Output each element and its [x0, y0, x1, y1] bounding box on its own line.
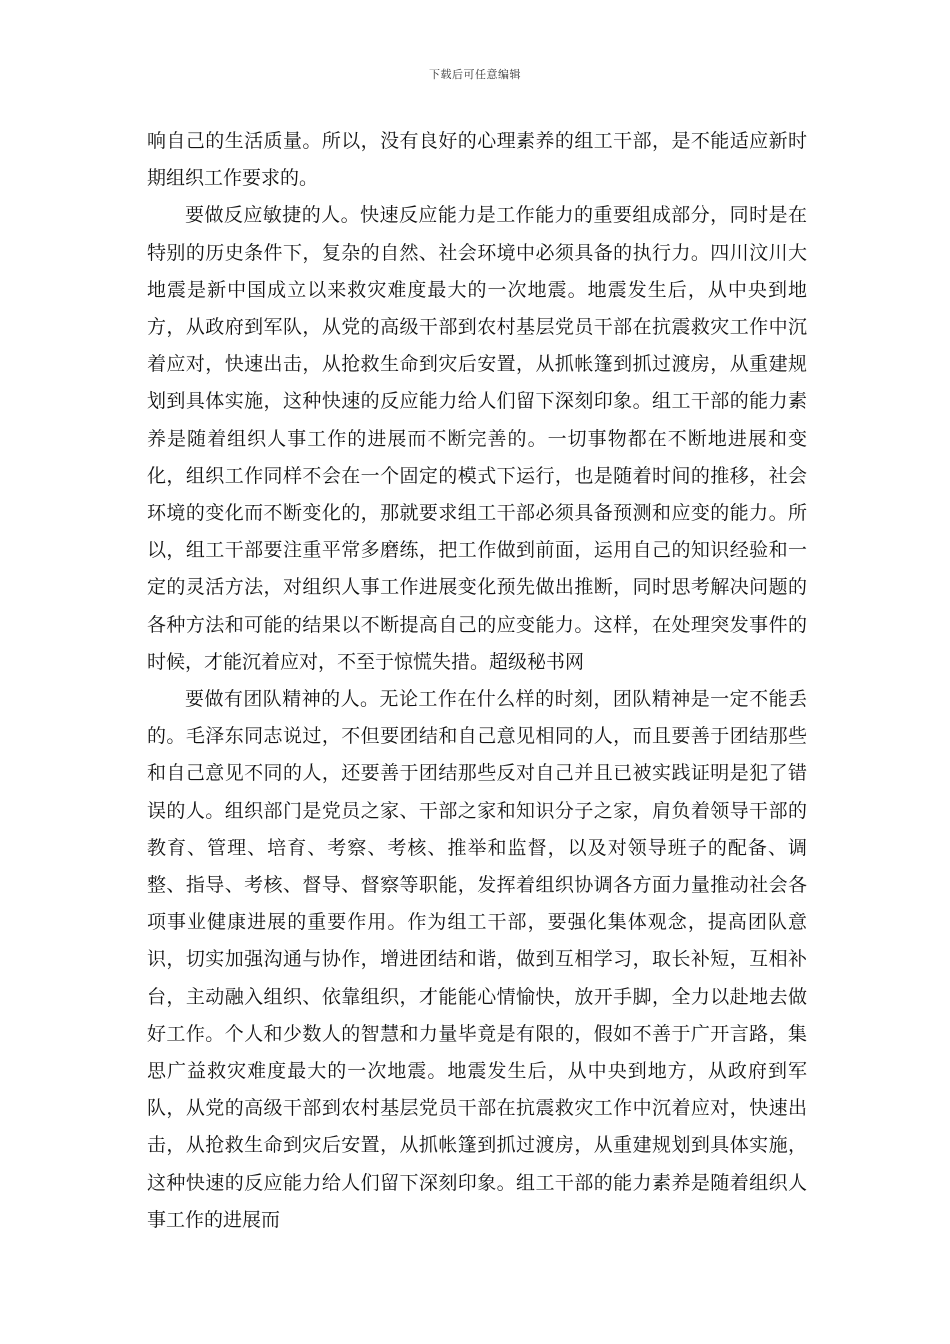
header-note: 下载后可任意编辑	[429, 68, 521, 81]
paragraph-1: 响自己的生活质量。所以，没有良好的心理素养的组工干部，是不能适应新时期组织工作要求的。	[147, 130, 807, 190]
body-text	[147, 123, 807, 1239]
paragraph-2: 要做反应敏捷的人。快速反应能力是工作能力的重要组成部分，同时是在特别的历史条件下，复杂的自然、社会环境中必须具备的执行力。四川汶川大地震是新中国成立以来救灾难度最大的一次地震。地震发生后，从中央到地方，从政府到军队，从党的高级干部到农村基层党员干部在抗震救灾工作中沉着应对，快速出击，从抢救生命到灾后安置，从抓帐篷到抓过渡房，从重建规划到具体实施，这种快速的反应能力给人们留下深刻印象。组工干部的能力素养是随着组织人事工作的进展而不断完善的。一切事物都在不断地进展和变化，组织工作同样不会在一个固定的模式下运行，也是随着时间的推移，社会环境的变化而不断变化的，那就要求组工干部必须具备预测和应变的能力。所以，组工干部要注重平常多磨练，把工作做到前面，运用自己的知识经验和一定的灵活方法，对组织人事工作进展变化预先做出推断，同时思考解决问题的各种方法和可能的结果以不断提高自己的应变能力。这样，在处理突发事件的时候，才能沉着应对，不至于惊慌失措。超级秘书网	[147, 204, 807, 673]
paragraph-3: 要做有团队精神的人。无论工作在什么样的时刻，团队精神是一定不能丢的。毛泽东同志说过，不但要团结和自己意见相同的人，而且要善于团结那些和自己意见不同的人，还要善于团结那些反对自己并且已被实践证明是犯了错误的人。组织部门是党员之家、干部之家和知识分子之家，肩负着领导干部的教育、管理、培育、考察、考核、推举和监督，以及对领导班子的配备、调整、指导、考核、督导、督察等职能，发挥着组织协调各方面力量推动社会各项事业健康进展的重要作用。作为组工干部，要强化集体观念，提高团队意识，切实加强沟通与协作，增进团结和谐，做到互相学习，取长补短，互相补台，主动融入组织、依靠组织，才能能心情愉快，放开手脚，全力以赴地去做好工作。个人和少数人的智慧和力量毕竟是有限的，假如不善于广开言路，集思广益救灾难度最大的一次地震。地震发生后，从中央到地方，从政府到军队，从党的高级干部到农村基层党员干部在抗震救灾工作中沉着应对，快速出击，从抢救生命到灾后安置，从抓帐篷到抓过渡房，从重建规划到具体实施，这种快速的反应能力给人们留下深刻印象。组工干部的能力素养是随着组织人事工作的进展而	[147, 688, 807, 1231]
